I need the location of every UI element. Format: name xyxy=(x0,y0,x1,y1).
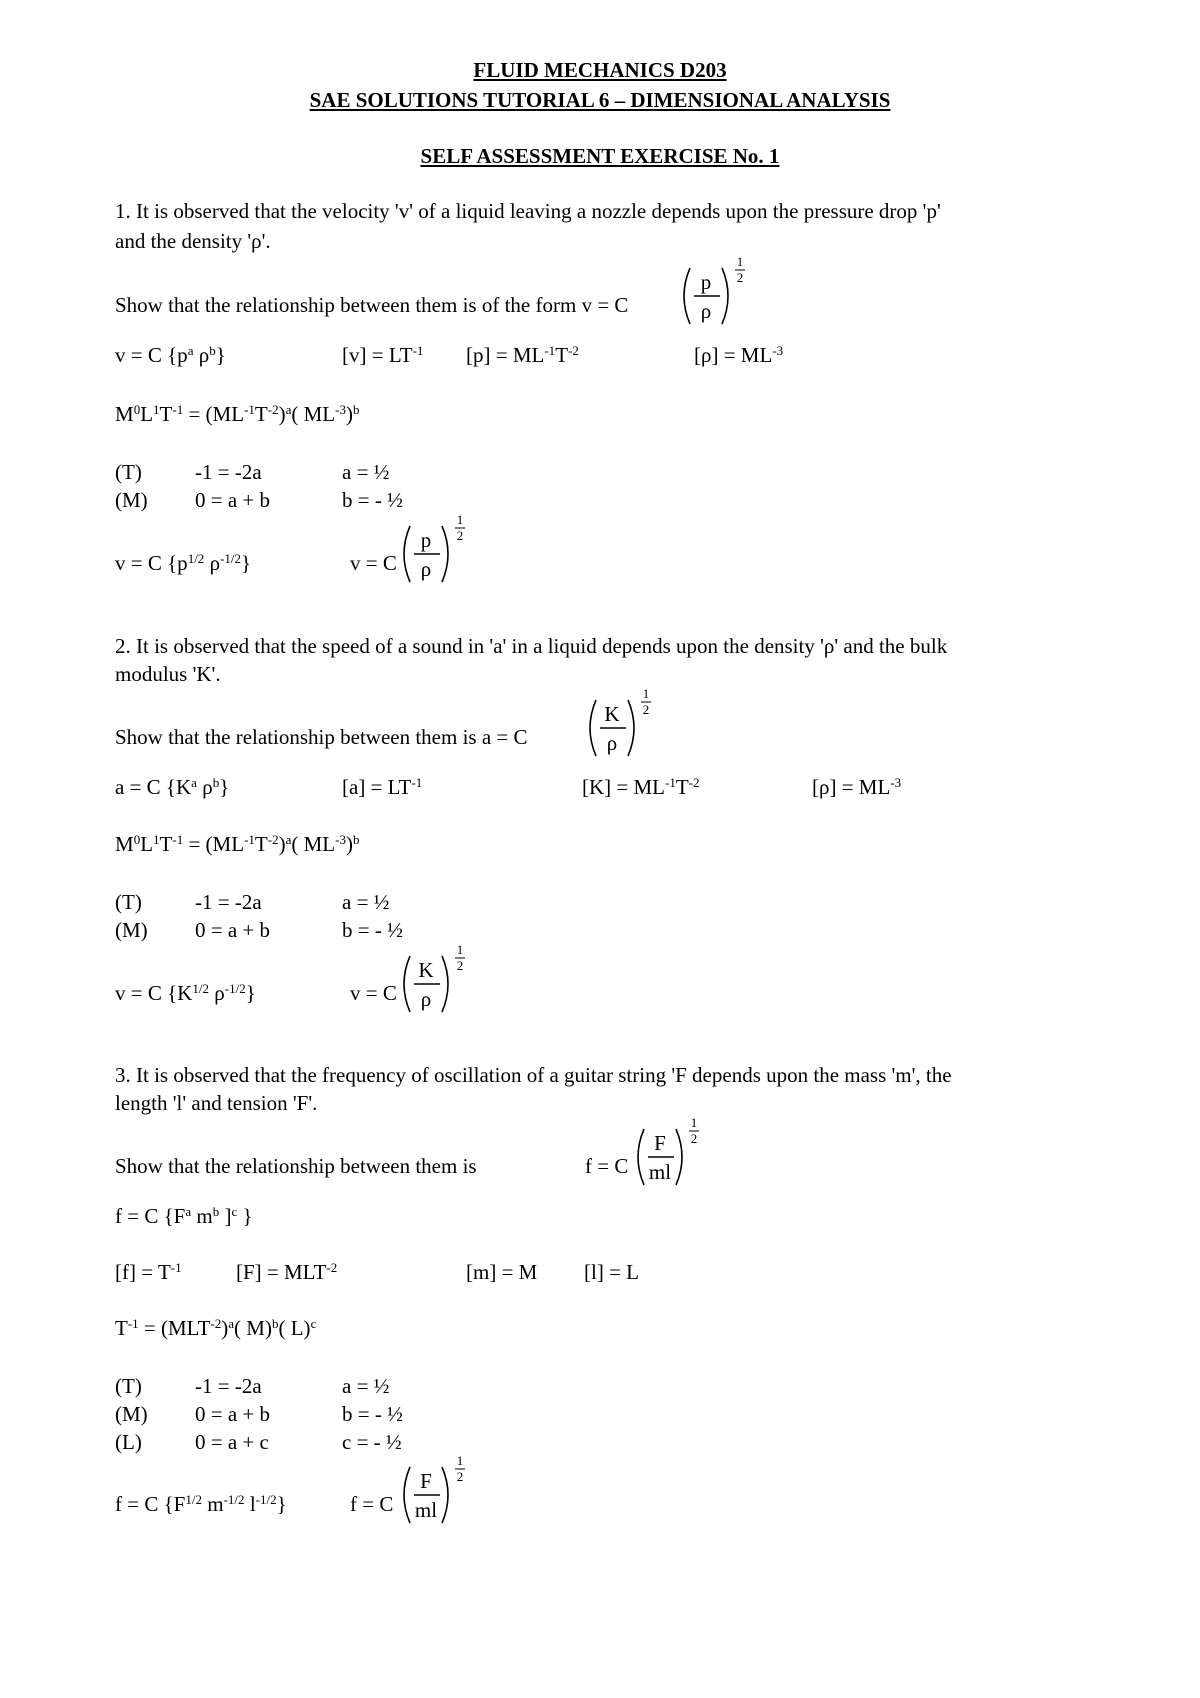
exponent-denominator: 2 xyxy=(736,270,744,285)
exponent-numerator: 1 xyxy=(456,1453,464,1468)
q3-row-t-result: a = ½ xyxy=(342,1374,390,1398)
section-heading: SELF ASSESSMENT EXERCISE No. 1 xyxy=(420,144,780,168)
right-paren xyxy=(442,1467,448,1523)
q1-statement-line1: 1. It is observed that the velocity 'v' of a liquid leaving a nozzle depends upon the pressure drop 'p' xyxy=(115,199,941,223)
q3-row-m-label: (M) xyxy=(115,1402,148,1426)
right-paren xyxy=(722,268,728,324)
q3-row-t-label: (T) xyxy=(115,1374,142,1398)
q1-row-t-label: (T) xyxy=(115,460,142,484)
q2-result-exponent-form: v = C {$K^{1/2}$ $\rho^{-1/2}$} xyxy=(115,980,256,1005)
q3-dim-l: [l] = L xyxy=(584,1260,639,1284)
fraction-denominator: ml xyxy=(414,1498,438,1522)
exponent-denominator: 2 xyxy=(690,1131,698,1146)
q1-row-t-eq: -1 = -2a xyxy=(195,460,262,484)
q3-row-l-label: (L) xyxy=(115,1430,142,1454)
q2-show-text: Show that the relationship between them is a = C xyxy=(115,725,528,749)
q2-statement-line2: modulus 'K'. xyxy=(115,662,221,686)
q1-row-t-result: a = ½ xyxy=(342,460,390,484)
q2-result-fraction xyxy=(396,944,546,1020)
q3-eq-general: f = C {$F^a$ $m^b$ ]$^c$ } xyxy=(115,1203,253,1228)
right-paren xyxy=(676,1129,682,1185)
fraction-denominator: ρ xyxy=(700,299,712,323)
q1-row-m-result: b = - ½ xyxy=(342,488,403,512)
left-paren xyxy=(684,268,690,324)
q2-dim-a: $[a] = LT^{-1}$ xyxy=(342,774,423,799)
fraction-denominator: ρ xyxy=(606,731,618,755)
q3-row-l-eq: 0 = a + c xyxy=(195,1430,269,1454)
q2-row-t-result: a = ½ xyxy=(342,890,390,914)
q2-row-m-eq: 0 = a + b xyxy=(195,918,271,942)
q2-show-fraction xyxy=(582,688,732,764)
exponent-numerator: 1 xyxy=(690,1115,698,1130)
q1-dim-rho: $[\rho] = ML^{-3}$ xyxy=(694,342,784,367)
document-title: FLUID MECHANICS D203 xyxy=(473,58,727,82)
fraction-denominator: ml xyxy=(648,1160,672,1184)
q3-show-fraction xyxy=(630,1117,780,1193)
q3-row-t-eq: -1 = -2a xyxy=(195,1374,262,1398)
q3-result-exponent-form: f = C {$F^{1/2}$ $m^{-1/2}$ $l^{-1/2}$} xyxy=(115,1491,287,1516)
q3-row-l-result: c = - ½ xyxy=(342,1430,402,1454)
q1-statement-line2: and the density 'ρ'. xyxy=(115,229,271,253)
q2-dim-k: $[K] = ML^{-1}T^{-2}$ xyxy=(582,774,700,799)
right-paren xyxy=(442,526,448,582)
left-paren xyxy=(590,700,596,756)
q1-row-m-eq: 0 = a + b xyxy=(195,488,271,512)
exponent-denominator: 2 xyxy=(456,1469,464,1484)
left-paren xyxy=(404,1467,410,1523)
q3-row-m-eq: 0 = a + b xyxy=(195,1402,271,1426)
fraction-numerator: K xyxy=(604,702,620,726)
exponent-denominator: 2 xyxy=(642,702,650,717)
exponent-denominator: 2 xyxy=(456,528,464,543)
q2-row-m-label: (M) xyxy=(115,918,148,942)
q3-dim-m: [m] = M xyxy=(466,1260,538,1284)
exponent-denominator: 2 xyxy=(456,958,464,973)
exponent-numerator: 1 xyxy=(736,254,744,269)
q1-dim-p: $[p] = ML^{-1}T^{-2}$ xyxy=(466,342,579,367)
q1-result-label: v = C xyxy=(350,551,397,575)
q3-dim-f: $[f] = T^{-1}$ xyxy=(115,1259,182,1284)
fraction-numerator: F xyxy=(420,1469,432,1493)
fraction-numerator: K xyxy=(418,958,434,982)
exponent-numerator: 1 xyxy=(456,512,464,527)
q1-row-m-label: (M) xyxy=(115,488,148,512)
right-paren xyxy=(442,956,448,1012)
q3-statement-line2: length 'l' and tension 'F'. xyxy=(115,1091,318,1115)
q2-statement-line1: 2. It is observed that the speed of a sound in 'a' in a liquid depends upon the density 'ρ' and the bulk xyxy=(115,634,948,658)
q3-row-m-result: b = - ½ xyxy=(342,1402,403,1426)
q1-dimension-equation: $M^0L^1T^{-1} = (ML^{-1}T^{-2})^a$( $ML^{-3})^b$ xyxy=(115,401,360,426)
left-paren xyxy=(404,526,410,582)
q1-result-fraction xyxy=(396,514,546,590)
q2-row-t-label: (T) xyxy=(115,890,142,914)
q2-row-t-eq: -1 = -2a xyxy=(195,890,262,914)
q1-dim-v: $[v] = LT^{-1}$ xyxy=(342,342,424,367)
fraction-numerator: F xyxy=(654,1131,666,1155)
left-paren xyxy=(404,956,410,1012)
q3-result-fraction xyxy=(396,1455,546,1531)
q3-show-text: Show that the relationship between them is xyxy=(115,1154,477,1178)
q2-dimension-equation: $M^0L^1T^{-1} = (ML^{-1}T^{-2})^a$( $ML^{-3})^b$ xyxy=(115,831,360,856)
q3-show-eq-label: f = C xyxy=(585,1154,629,1178)
fraction-denominator: ρ xyxy=(420,987,432,1011)
exponent-numerator: 1 xyxy=(642,686,650,701)
q1-show-fraction xyxy=(676,256,826,332)
fraction-numerator: p xyxy=(700,270,712,294)
q3-statement-line1: 3. It is observed that the frequency of oscillation of a guitar string 'F depends upon the mass 'm', the xyxy=(115,1063,952,1087)
q1-result-exponent-form: v = C {$p^{1/2}$ $\rho^{-1/2}$} xyxy=(115,550,252,575)
q3-dimension-equation: $T^{-1} = (MLT^{-2})^a$( M)$^b$( L)$^c$ xyxy=(115,1315,317,1340)
q1-eq-general: v = C {$p^a$ $\rho^b$} xyxy=(115,342,226,367)
left-paren xyxy=(638,1129,644,1185)
q1-show-text: Show that the relationship between them is of the form v = C xyxy=(115,293,629,317)
q3-dim-F: $[F] = MLT^{-2}$ xyxy=(236,1259,338,1284)
q2-dim-rho: $[\rho] = ML^{-3}$ xyxy=(812,774,902,799)
q3-result-label: f = C xyxy=(350,1492,394,1516)
exponent-numerator: 1 xyxy=(456,942,464,957)
document-subtitle: SAE SOLUTIONS TUTORIAL 6 – DIMENSIONAL ANALYSIS xyxy=(309,88,891,112)
q2-result-label: v = C xyxy=(350,981,397,1005)
fraction-numerator: p xyxy=(420,528,432,552)
fraction-denominator: ρ xyxy=(420,557,432,581)
right-paren xyxy=(628,700,634,756)
q2-row-m-result: b = - ½ xyxy=(342,918,403,942)
q2-eq-general: a = C {$K^a$ $\rho^b$} xyxy=(115,774,230,799)
